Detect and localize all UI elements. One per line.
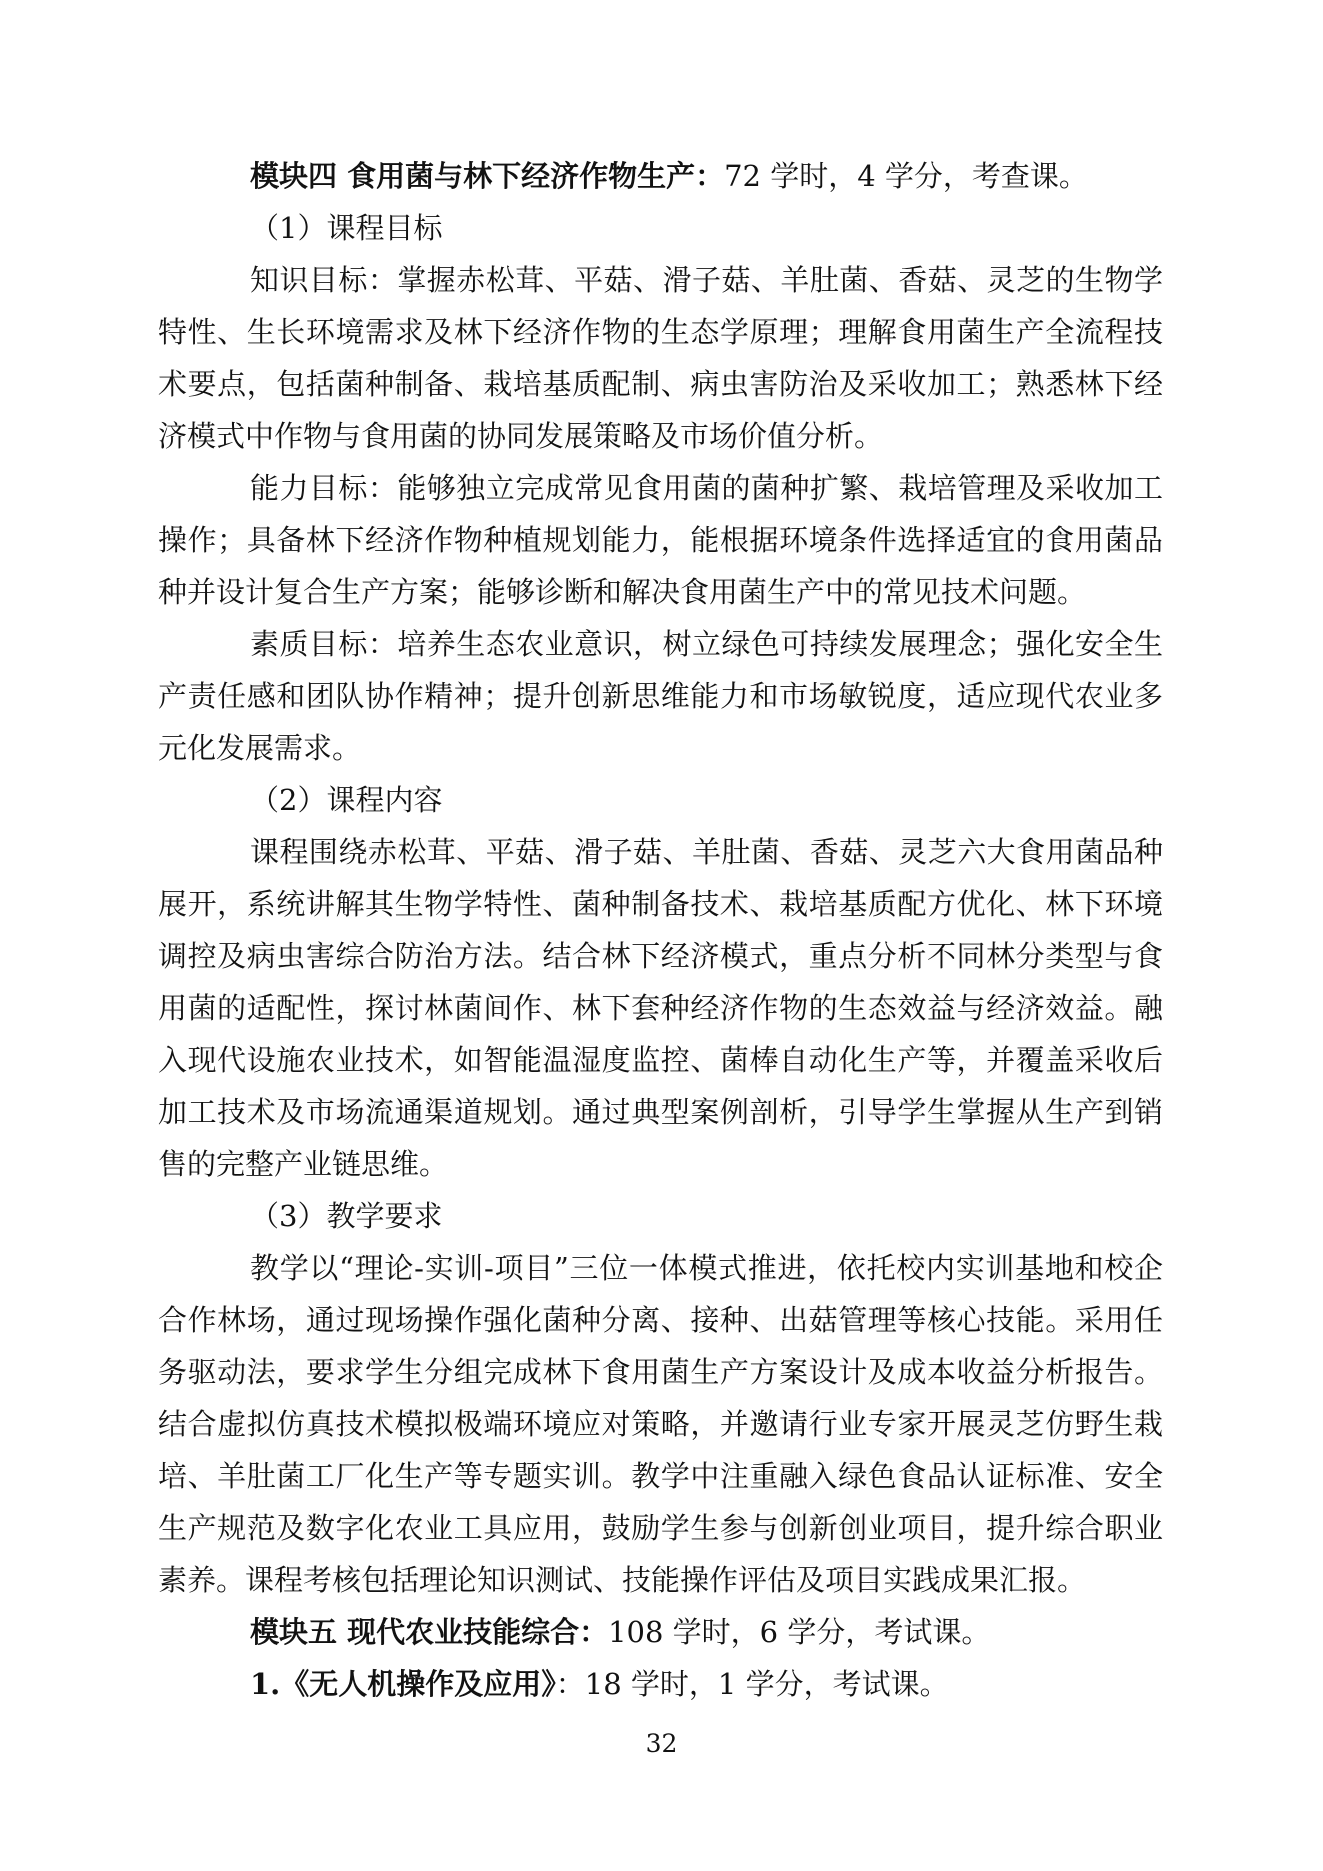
body-paragraph: 素质目标：培养生态农业意识，树立绿色可持续发展理念；强化安全生产责任感和团队协作精神；提升创新思维能力和市场敏锐度，适应现代农业多元化发展需求。 xyxy=(158,627,1163,765)
body-paragraph: 课程围绕赤松茸、平菇、滑子菇、羊肚菌、香菇、灵芝六大食用菌品种展开，系统讲解其生物学特性、菌种制备技术、栽培基质配方优化、林下环境调控及病虫害综合防治方法。结合林下经济模式，重点分析不同林分类型与食用菌的适配性，探讨林菌间作、林下套种经济作物的生态效益与经济效益。融入现代设施农业技术，如智能温湿度监控、菌棒自动化生产等，并覆盖采收后加工技术及市场流通渠道规划。通过典型案例剖析，引导学生掌握从生产到销售的完整产业链思维。 xyxy=(158,835,1163,1181)
module-heading xyxy=(158,150,1163,202)
module-heading xyxy=(158,1606,1163,1658)
body-paragraph: 能力目标：能够独立完成常见食用菌的菌种扩繁、栽培管理及采收加工操作；具备林下经济作物种植规划能力，能根据环境条件选择适宜的食用菌品种并设计复合生产方案；能够诊断和解决食用菌生产中的常见技术问题。 xyxy=(158,471,1163,609)
body-paragraph: 知识目标：掌握赤松茸、平菇、滑子菇、羊肚菌、香菇、灵芝的生物学特性、生长环境需求及林下经济作物的生态学原理；理解食用菌生产全流程技术要点，包括菌种制备、栽培基质配制、病虫害防治及采收加工；熟悉林下经济模式中作物与食用菌的协同发展策略及市场价值分析。 xyxy=(158,263,1163,453)
body-paragraph: 教学以“理论-实训-项目”三位一体模式推进，依托校内实训基地和校企合作林场，通过现场操作强化菌种分离、接种、出菇管理等核心技能。采用任务驱动法，要求学生分组完成林下食用菌生产方案设计及成本收益分析报告。结合虚拟仿真技术模拟极端环境应对策略，并邀请行业专家开展灵芝仿野生栽培、羊肚菌工厂化生产等专题实训。教学中注重融入绿色食品认证标准、安全生产规范及数字化农业工具应用，鼓励学生参与创新创业项目，提升综合职业素养。课程考核包括理论知识测试、技能操作评估及项目实践成果汇报。 xyxy=(158,1251,1163,1597)
module-heading-title: 1.《无人机操作及应用》 xyxy=(250,1667,556,1701)
module-heading-title: 模块五 现代农业技能综合： xyxy=(250,1615,609,1649)
section-heading: （3）教学要求 xyxy=(250,1199,443,1233)
module-heading-title: 模块四 食用菌与林下经济作物生产： xyxy=(250,159,725,193)
module-heading-detail: 72 学时，4 学分，考查课。 xyxy=(724,159,1088,193)
document-body xyxy=(158,150,1163,1710)
section-heading: （2）课程内容 xyxy=(250,783,443,817)
module-heading-detail: ：18 学时，1 学分，考试课。 xyxy=(555,1667,949,1701)
section-heading: （1）课程目标 xyxy=(250,211,443,245)
page-number: 32 xyxy=(645,1729,678,1758)
module-heading xyxy=(158,1658,1163,1710)
module-heading-detail: 108 学时，6 学分，考试课。 xyxy=(608,1615,991,1649)
